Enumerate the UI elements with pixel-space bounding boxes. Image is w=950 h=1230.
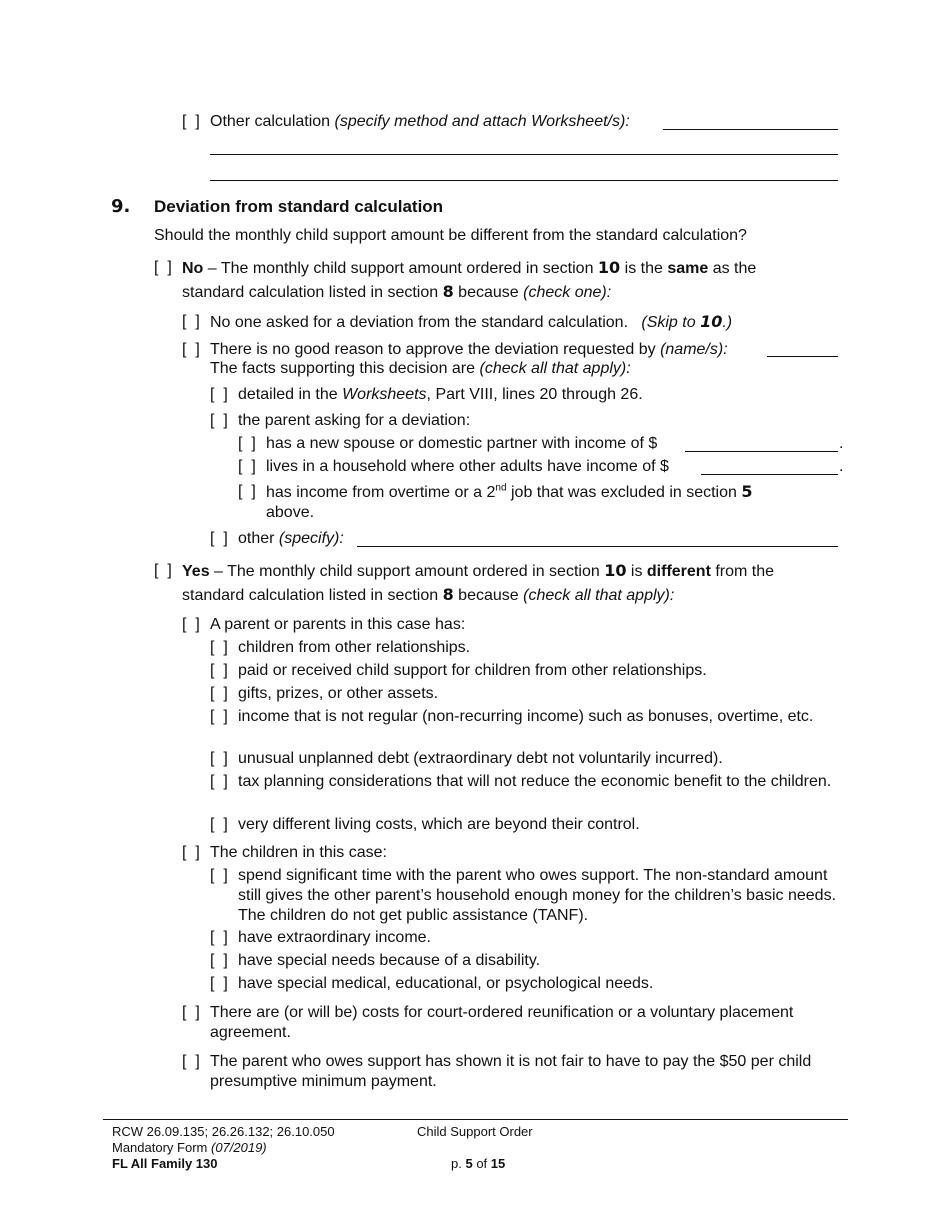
no-good-reason-checkbox[interactable]: [ ]: [182, 341, 200, 358]
section-question: Should the monthly child support amount be different from the standard calculation?: [154, 227, 747, 244]
children-case-checkbox[interactable]: [ ]: [182, 844, 200, 861]
no-option-line-1: No – The monthly child support amount ordered in section 10 is the same as the: [182, 258, 757, 277]
facts-supporting-label: The facts supporting this decision are (check all that apply):: [210, 360, 631, 377]
no-option-line-2: standard calculation listed in section 8 because (check one):: [182, 282, 612, 301]
no-good-reason-label: There is no good reason to approve the deviation requested by (name/s):: [210, 341, 728, 358]
household-adults-period: .: [839, 458, 844, 475]
household-adults-checkbox[interactable]: [ ]: [238, 458, 256, 475]
detailed-worksheets-label: detailed in the Worksheets, Part VIII, lines 20 through 26.: [238, 386, 643, 403]
parent-reason-checkbox[interactable]: [ ]: [210, 816, 228, 833]
parents-have-label: A parent or parents in this case has:: [210, 616, 466, 633]
detailed-worksheets-checkbox[interactable]: [ ]: [210, 386, 228, 403]
other-calculation-field-3[interactable]: [210, 180, 838, 181]
other-reason-label: other (specify):: [238, 530, 344, 547]
new-spouse-label: has a new spouse or domestic partner with income of $: [266, 435, 658, 452]
children-reason-checkbox[interactable]: [ ]: [210, 929, 228, 946]
other-calculation-checkbox[interactable]: [ ]: [182, 113, 200, 130]
parent-asking-checkbox[interactable]: [ ]: [210, 412, 228, 429]
parent-reason-checkbox[interactable]: [ ]: [210, 708, 228, 725]
footer-page-number: p. 5 of 15: [451, 1156, 506, 1171]
parent-reason-label: children from other relationships.: [238, 639, 471, 656]
household-adults-income-field[interactable]: [701, 474, 838, 475]
no-one-asked-checkbox[interactable]: [ ]: [182, 313, 200, 330]
section-number: 9.: [111, 196, 131, 217]
parent-reason-checkbox[interactable]: [ ]: [210, 662, 228, 679]
other-calculation-field-1[interactable]: [663, 129, 838, 130]
parent-reason-label: tax planning considerations that will not reduce the economic benefit to the children.: [238, 773, 832, 790]
children-reason-label: have special needs because of a disability.: [238, 952, 541, 969]
section-title: Deviation from standard calculation: [154, 197, 444, 216]
reunification-checkbox[interactable]: [ ]: [182, 1004, 200, 1021]
children-reason-label: spend significant time with the parent who owes support. The non-standard amount still gives the other parent’s household enough money for the children’s basic needs. The children do not get public assistance (TANF).: [238, 867, 837, 924]
parent-reason-checkbox[interactable]: [ ]: [210, 639, 228, 656]
new-spouse-period: .: [839, 435, 844, 452]
no-checkbox[interactable]: [ ]: [154, 259, 172, 276]
children-reason-checkbox[interactable]: [ ]: [210, 867, 228, 884]
parent-asking-label: the parent asking for a deviation:: [238, 412, 471, 429]
parent-reason-label: unusual unplanned debt (extraordinary debt not voluntarily incurred).: [238, 750, 723, 767]
parent-reason-label: gifts, prizes, or other assets.: [238, 685, 439, 702]
overtime-income-label-cont: above.: [266, 504, 315, 521]
overtime-income-checkbox[interactable]: [ ]: [238, 483, 256, 500]
children-reason-checkbox[interactable]: [ ]: [210, 975, 228, 992]
reunification-label: There are (or will be) costs for court-ordered reunification or a voluntary placement agreement.: [210, 1004, 794, 1041]
parents-have-checkbox[interactable]: [ ]: [182, 616, 200, 633]
yes-option-line-2: standard calculation listed in section 8 because (check all that apply):: [182, 585, 675, 604]
children-case-label: The children in this case:: [210, 844, 387, 861]
footer-mandatory-form: Mandatory Form (07/2019): [112, 1140, 267, 1155]
children-reason-checkbox[interactable]: [ ]: [210, 952, 228, 969]
household-adults-label: lives in a household where other adults have income of $: [266, 458, 669, 475]
children-reason-label: have extraordinary income.: [238, 929, 431, 946]
minimum-payment-checkbox[interactable]: [ ]: [182, 1053, 200, 1070]
parent-reason-label: paid or received child support for children from other relationships.: [238, 662, 707, 679]
other-calculation-label: Other calculation (specify method and attach Worksheet/s):: [210, 113, 630, 130]
deviation-requested-by-field[interactable]: [767, 356, 838, 357]
parent-reason-checkbox[interactable]: [ ]: [210, 685, 228, 702]
footer-form-id: FL All Family 130: [112, 1156, 218, 1171]
no-one-asked-label: No one asked for a deviation from the standard calculation. (Skip to 10.): [210, 312, 733, 331]
parent-reason-checkbox[interactable]: [ ]: [210, 773, 228, 790]
parent-reason-label: income that is not regular (non-recurring income) such as bonuses, overtime, etc.: [238, 708, 814, 725]
parent-reason-checkbox[interactable]: [ ]: [210, 750, 228, 767]
new-spouse-checkbox[interactable]: [ ]: [238, 435, 256, 452]
footer-doc-title: Child Support Order: [417, 1124, 533, 1139]
other-reason-field[interactable]: [357, 546, 838, 547]
new-spouse-income-field[interactable]: [685, 451, 838, 452]
parent-reason-label: very different living costs, which are beyond their control.: [238, 816, 640, 833]
footer-divider: [103, 1119, 848, 1120]
children-reason-label: have special medical, educational, or psychological needs.: [238, 975, 654, 992]
overtime-income-label: has income from overtime or a 2nd job that was excluded in section 5: [266, 482, 753, 501]
footer-rcw: RCW 26.09.135; 26.26.132; 26.10.050: [112, 1124, 335, 1139]
other-calculation-field-2[interactable]: [210, 154, 838, 155]
yes-checkbox[interactable]: [ ]: [154, 562, 172, 579]
minimum-payment-label: The parent who owes support has shown it is not fair to have to pay the $50 per child presumptive minimum payment.: [210, 1053, 812, 1090]
other-reason-checkbox[interactable]: [ ]: [210, 530, 228, 547]
yes-option-line-1: Yes – The monthly child support amount ordered in section 10 is different from the: [182, 561, 775, 580]
